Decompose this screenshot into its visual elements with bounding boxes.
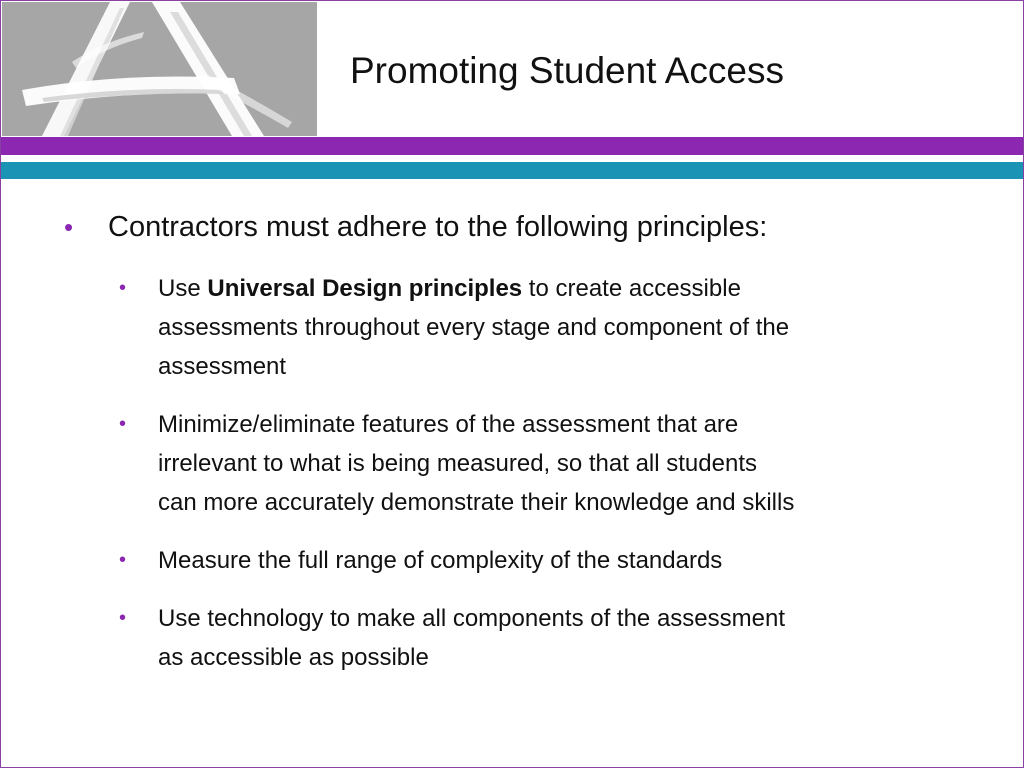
bullet-dot-icon: •: [119, 607, 127, 629]
sub-bullet-line: irrelevant to what is being measured, so that all students: [158, 450, 757, 477]
sub-bullet-line: can more accurately demonstrate their knowledge and skills: [158, 489, 795, 516]
sub-bullet-minimize-features: [119, 405, 979, 522]
sub-bullet-line: assessments throughout every stage and component of the: [158, 314, 790, 341]
emphasis-text: Universal Design principles: [207, 275, 523, 302]
sub-bullet-list: [119, 269, 979, 696]
sub-bullet-line: Minimize/eliminate features of the assessment that are: [158, 411, 739, 438]
main-bullet-text: Contractors must adhere to the following principles:: [108, 211, 768, 243]
bullet-dot-icon: •: [119, 549, 127, 571]
sub-bullet-line: [158, 269, 979, 308]
sub-bullet-text: to create accessible: [522, 275, 741, 302]
sub-bullet-line: Use technology to make all components of the assessment: [158, 605, 785, 632]
sub-bullet-line: Measure the full range of complexity of the standards: [158, 547, 723, 574]
sub-bullet-technology: [119, 599, 979, 677]
sub-bullet-text: Use: [158, 275, 208, 302]
bullet-dot-icon: •: [119, 277, 127, 299]
sub-bullet-line: assessment: [158, 353, 287, 380]
sub-bullet-universal-design: [119, 269, 979, 386]
bullet-dot-icon: •: [64, 212, 74, 242]
sub-bullet-line: as accessible as possible: [158, 644, 429, 671]
bullet-dot-icon: •: [119, 413, 127, 435]
sub-bullet-full-range: [119, 541, 979, 580]
slide-title: Promoting Student Access: [350, 50, 784, 91]
slide-content: [1, 1, 1024, 768]
